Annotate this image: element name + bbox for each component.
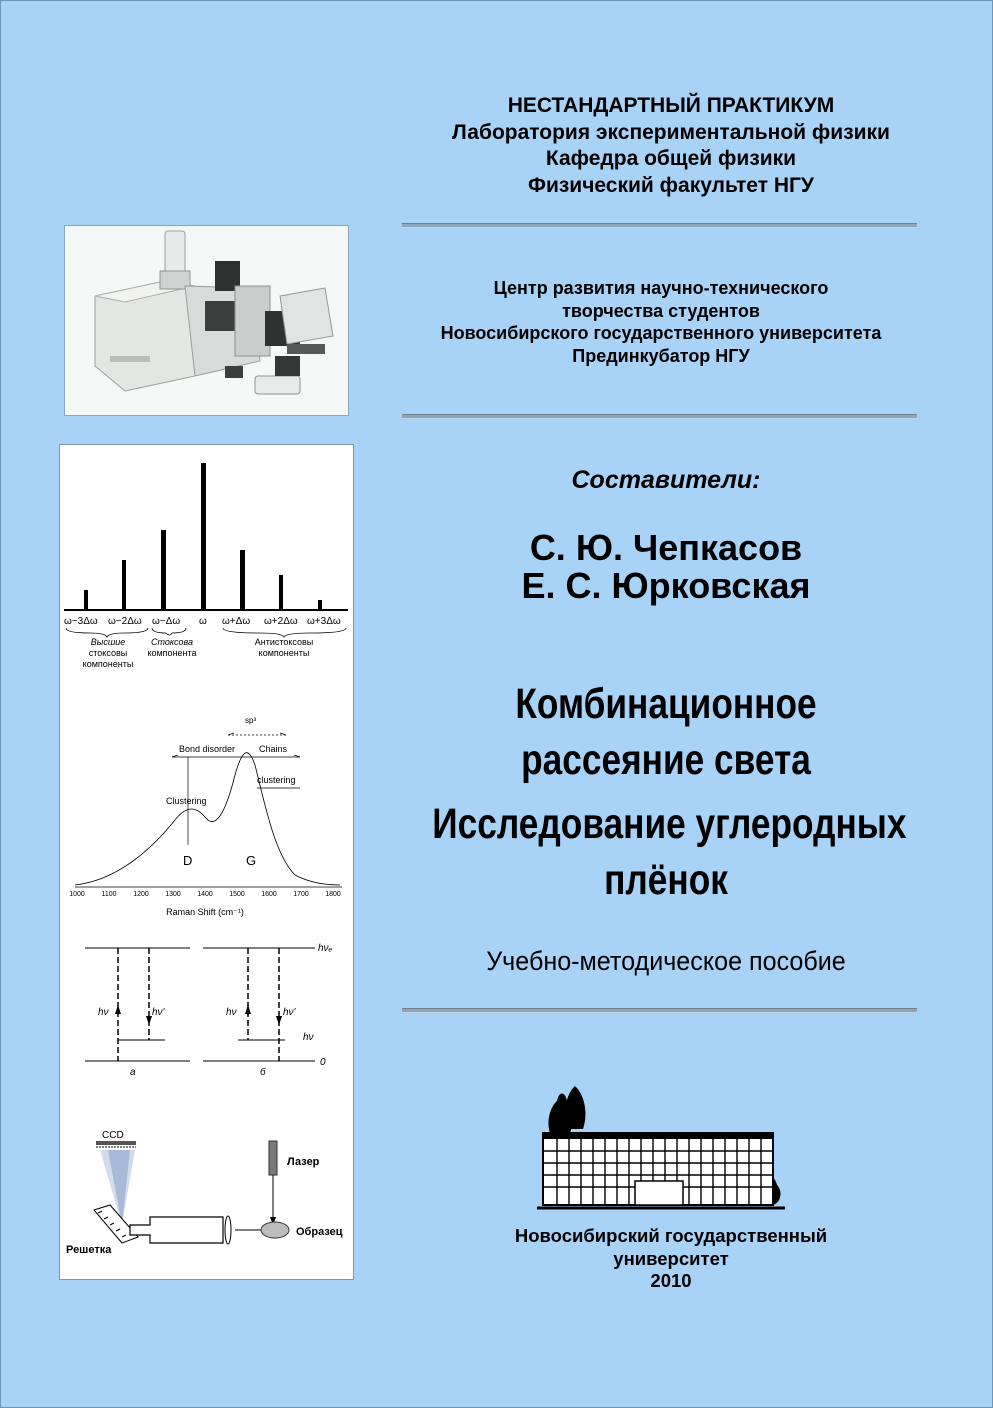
energy-level-diagram [85,943,333,1078]
annotation: sp³ [245,716,257,725]
x-tick: 1400 [197,891,213,898]
peak-label: D [183,853,193,868]
annotation: Clustering [166,796,207,806]
setup-label: Образец [296,1226,343,1238]
centre-line: Центр развития научно-технического [493,278,829,298]
tick-label: ω+Δω [222,616,251,627]
header-line: НЕСТАНДАРТНЫЙ ПРАКТИКУМ [507,94,835,117]
divider-rule [402,223,917,228]
level-label: hν [226,1007,237,1018]
level-label: 0 [320,1057,326,1068]
diagram-label: б [260,1067,266,1078]
publisher-footer [471,1225,871,1293]
experimental-setup [66,1130,343,1256]
header-line: Физический факультет НГУ [528,173,814,197]
tick-label: ω+2Δω [264,616,298,627]
group-label: Высшие [90,637,126,647]
institution-header [401,93,941,199]
level-label: hν [98,1007,109,1018]
tick-label: ω−3Δω [64,616,98,627]
title-line: рассеяние света [521,736,811,784]
x-tick: 1600 [261,891,277,898]
level-label: hν [303,1032,314,1043]
annotation: Bond disorder [179,744,236,754]
x-tick: 1700 [293,891,309,898]
divider-rule [402,1008,917,1013]
footer-line: Новосибирский государственный [514,1225,828,1246]
raman-line-spectrum [64,463,348,669]
spectral-line [122,560,126,610]
tick-label: ω [199,616,207,627]
spectrometer-photo [64,225,349,416]
title-line: Комбинационное [515,680,817,728]
header-line: Лаборатория экспериментальной физики [452,120,890,144]
setup-label: Лазер [287,1156,320,1168]
group-label: компоненты [82,659,134,669]
group-label: стоксовы [88,648,128,658]
author-name: С. Ю. Чепкасов [529,527,803,568]
centre-line: Новосибирского государственного университета [440,323,882,343]
footer-line: университет [613,1247,729,1269]
carbon-raman-spectrum [69,716,342,917]
x-tick: 1300 [165,891,181,898]
x-tick: 1000 [69,891,85,898]
spectral-line [84,590,88,610]
spectral-line [318,600,322,610]
peak-label: G [246,853,257,868]
footer-year: 2010 [650,1270,692,1291]
figures-panel [59,444,354,1280]
x-axis-label: Raman Shift (cm⁻¹) [166,907,244,917]
centre-line: творчества студентов [562,300,760,321]
authors [401,529,931,605]
level-label: hν' [152,1007,165,1018]
compilers-label: Составители: [571,466,761,494]
header-line: Кафедра общей физики [545,147,797,170]
x-tick: 1800 [325,891,341,898]
tick-label: ω−Δω [152,616,181,627]
level-label: hνₑ [318,943,333,954]
spectral-line [161,530,166,610]
tick-label: ω−2Δω [108,616,142,627]
setup-label: Решетка [66,1244,112,1256]
group-label: компонента [147,648,197,658]
spectral-line [201,463,206,610]
diagram-label: а [130,1067,136,1078]
setup-label: CCD [102,1130,124,1141]
x-tick: 1200 [133,891,149,898]
title-line: Исследование углеродных [432,800,907,848]
book-title [432,676,907,908]
spectral-line [279,575,283,610]
group-label: Стоксова [150,637,194,647]
annotation: Chains [259,744,288,754]
spectral-line [240,550,245,610]
book-subtitle: Учебно-методическое пособие [486,946,846,976]
title-line: плёнок [604,856,728,904]
nsu-logo [537,1081,785,1221]
level-label: hν' [283,1007,296,1018]
author-name: Е. С. Юрковская [521,565,811,606]
x-tick: 1500 [229,891,245,898]
group-label: компоненты [258,648,310,658]
tick-label: ω+3Δω [307,616,341,627]
divider-rule [402,414,917,419]
annotation: clustering [257,775,296,785]
group-label: Антистоксовы [254,637,314,647]
centre-line: Прединкубатор НГУ [572,345,750,366]
x-tick: 1100 [101,891,117,898]
centre-block [401,277,921,367]
